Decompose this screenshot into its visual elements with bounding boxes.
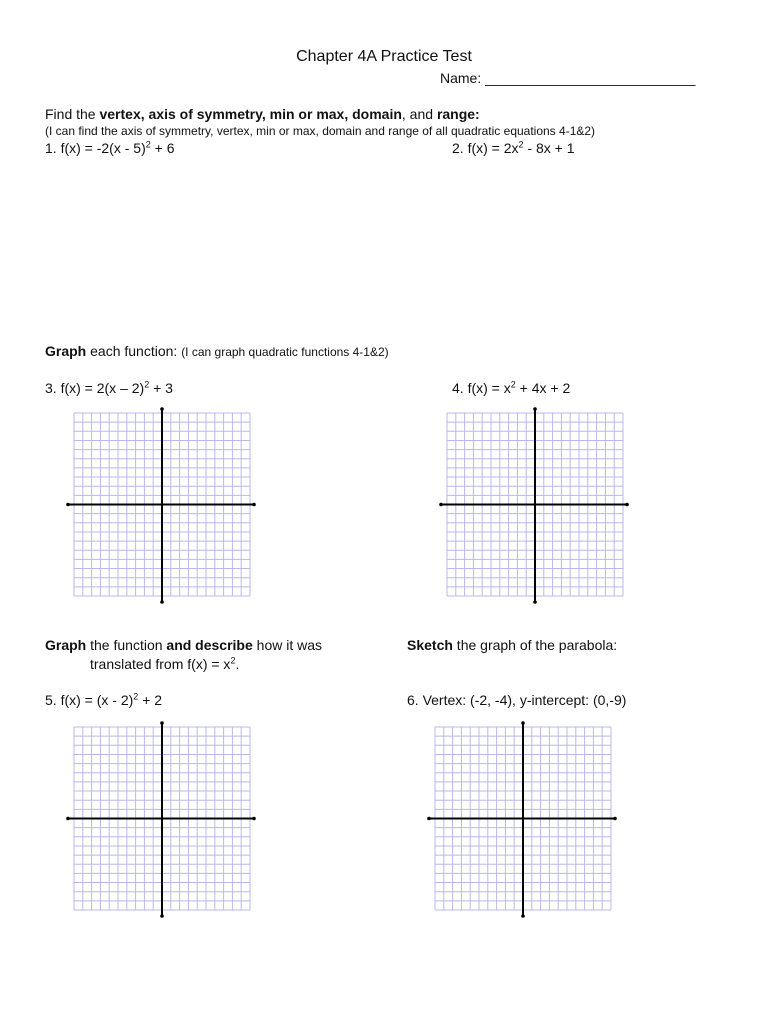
y-axis-end-dot — [521, 914, 525, 918]
q5-text-end: + 2 — [138, 692, 163, 708]
instruction-bold: vertex, axis of symmetry, min or max, domain — [99, 106, 402, 122]
question-6: 6. Vertex: (-2, -4), y-intercept: (0,-9) — [407, 692, 627, 708]
instruction-text-end: . — [235, 656, 240, 672]
instruction-bold: Graph — [45, 637, 87, 653]
section2-note: (I can graph quadratic functions 4-1&2) — [181, 345, 389, 359]
instruction-bold: range: — [436, 106, 480, 122]
instruction-text: how it was — [252, 637, 323, 653]
y-axis-end-dot — [521, 721, 525, 725]
q3-exponent: 2 — [144, 379, 150, 390]
instruction-text: Find the — [45, 106, 96, 122]
q4-text-end: + 4x + 2 — [515, 380, 571, 396]
q2-text: 2. f(x) = 2x — [452, 140, 519, 156]
q2-text-end: - 8x + 1 — [523, 140, 575, 156]
name-label: Name: — [440, 70, 482, 86]
name-blank: ___________________________ — [485, 70, 696, 86]
instruction-bold: Sketch — [407, 637, 453, 653]
x-axis-end-dot — [613, 817, 617, 821]
q5-text: 5. f(x) = (x - 2) — [45, 692, 134, 708]
q2-exponent: 2 — [518, 139, 524, 150]
q3-text: 3. f(x) = 2(x – 2) — [45, 380, 145, 396]
q5-exponent: 2 — [133, 691, 139, 702]
instruction-text: , and — [401, 106, 434, 122]
instruction-exponent: 2 — [230, 655, 236, 666]
instruction-text: the function — [86, 637, 167, 653]
instruction-bold: and describe — [166, 637, 253, 653]
q1-text-end: + 6 — [150, 140, 175, 156]
section1-note: (I can find the axis of symmetry, vertex, min or max, domain and range of all quadratic equations 4-1&2) — [45, 124, 596, 138]
instruction-bold: Graph — [45, 343, 87, 359]
instruction-text: each function: — [86, 343, 178, 359]
q3-text-end: + 3 — [149, 380, 173, 396]
instruction-text: the graph of the parabola: — [452, 637, 618, 653]
q1-text: 1. f(x) = -2(x - 5) — [45, 140, 146, 156]
x-axis-end-dot — [427, 817, 431, 821]
q1-exponent: 2 — [145, 139, 151, 150]
instruction-text: translated from f(x) = x — [90, 656, 231, 672]
q4-text: 4. f(x) = x — [452, 380, 511, 396]
q4-exponent: 2 — [510, 379, 516, 390]
page-title: Chapter 4A Practice Test — [296, 48, 472, 65]
